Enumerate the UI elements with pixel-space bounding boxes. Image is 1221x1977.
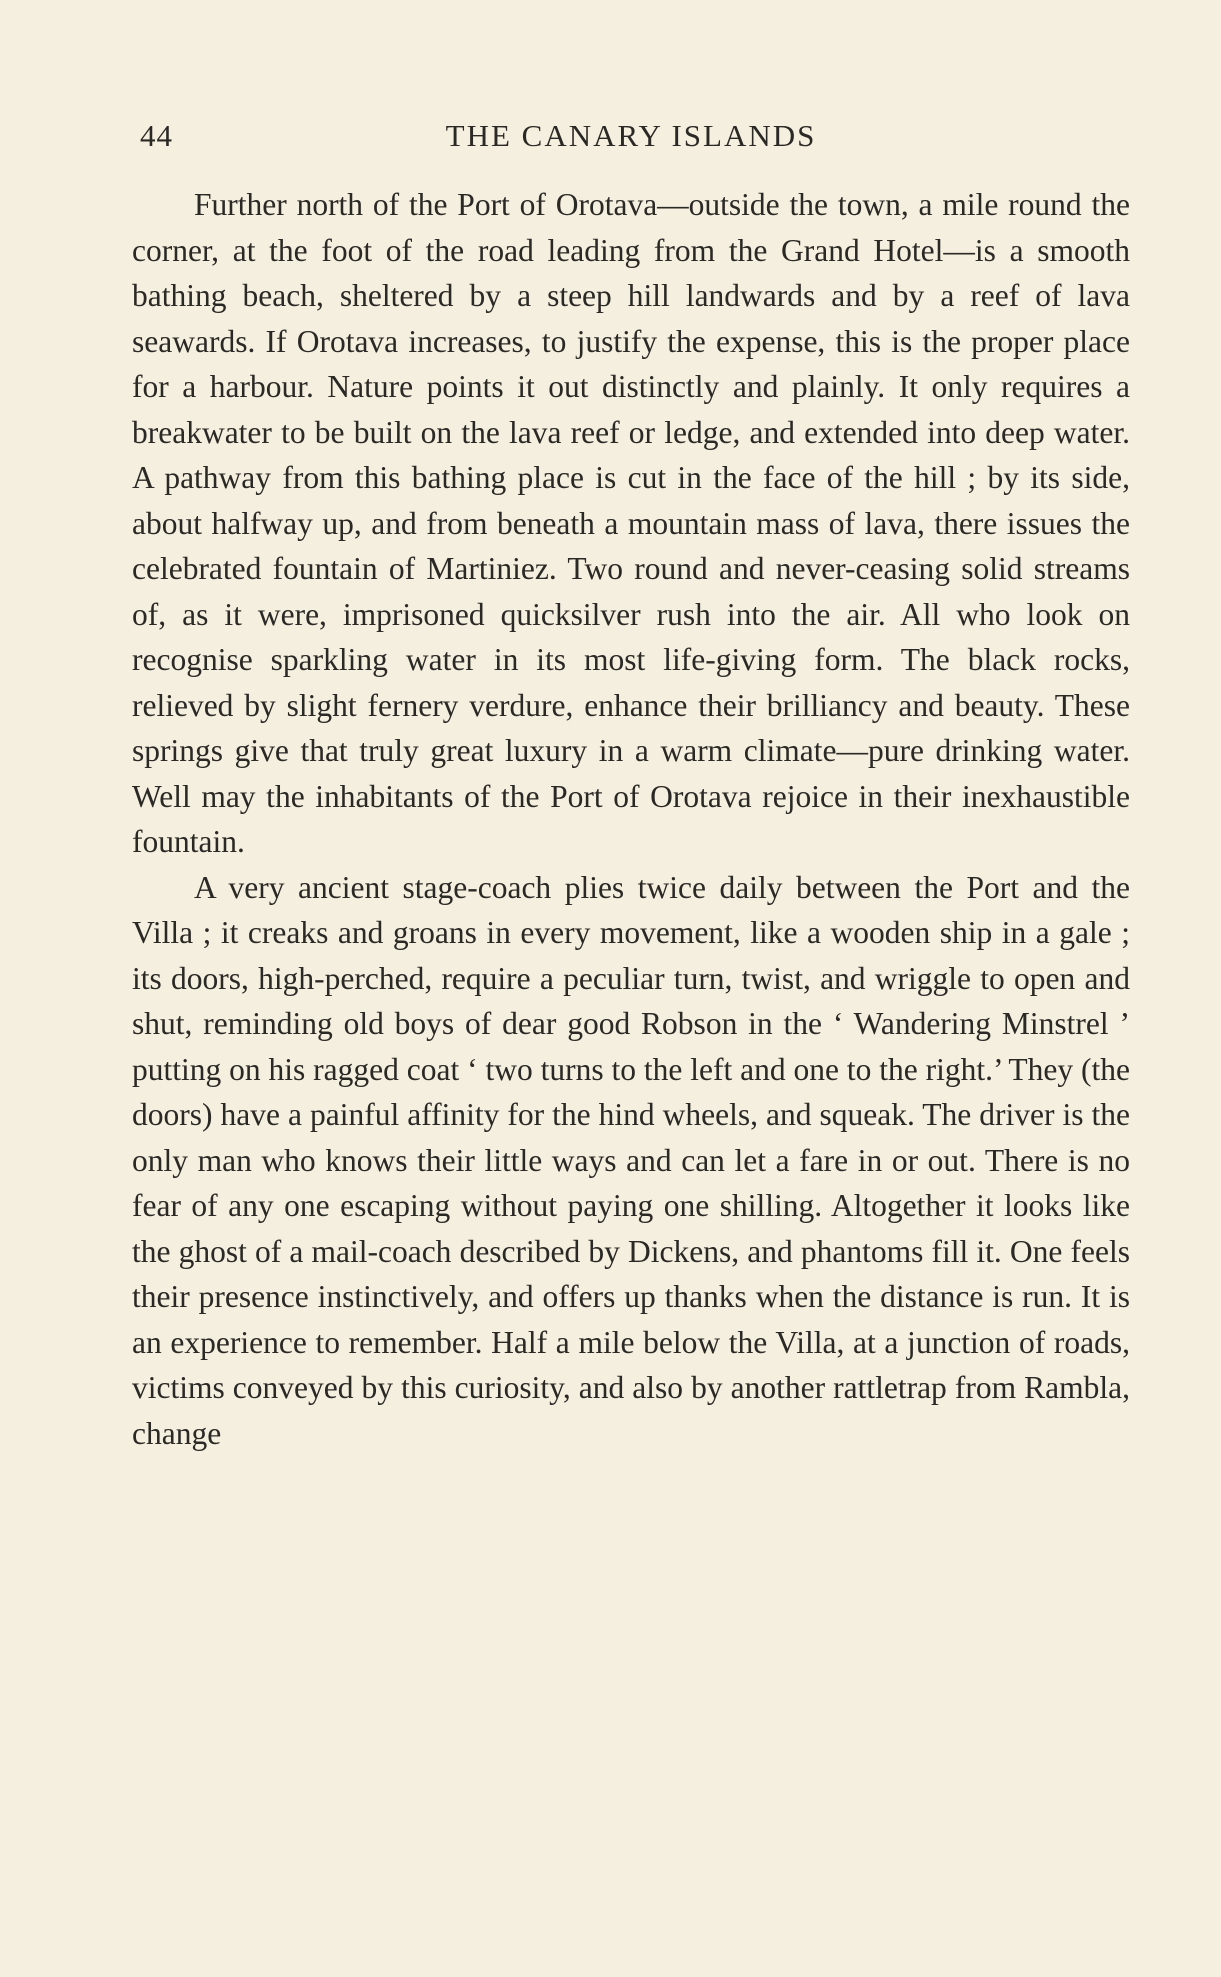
paragraph-bathing-beach: Further north of the Port of Orotava—outside the town, a mile round the corner, at the foot of the road leading from the Grand Hotel—is a smooth bathing beach, sheltered by a steep hill landwards and by a reef of lava seawards. If Orotava increases, to justify the expense, this is the proper place for a harbour. Nature points it out distinctly and plainly. It only requires a breakwater to be built on the lava reef or ledge, and extended into deep water. A pathway from this bathing place is cut in the face of the hill ; by its side, about halfway up, and from beneath a mountain mass of lava, there issues the celebrated fountain of Martiniez. Two round and never-ceasing solid streams of, as it were, imprisoned quicksilver rush into the air. All who look on recognise sparkling water in its most life-giving form. The black rocks, relieved by slight fernery verdure, enhance their brilliancy and beauty. These springs give that truly great luxury in a warm climate—pure drinking water. Well may the inhabitants of the Port of Orotava rejoice in their inexhaustible fountain. xyxy=(132,187,1130,859)
page-header xyxy=(132,110,1130,160)
page-number: 44 xyxy=(140,118,173,153)
paragraph-stage-coach: A very ancient stage-coach plies twice daily between the Port and the Villa ; it creaks and groans in every movement, like a wooden ship in a gale ; its doors, high-perched, require a peculiar turn, twist, and wriggle to open and shut, reminding old boys of dear good Robson in the ‘ Wandering Minstrel ’ putting on his ragged coat ‘ two turns to the left and one to the right.’ They (the doors) have a painful affinity for the hind wheels, and squeak. The driver is the only man who knows their little ways and can let a fare in or out. There is no fear of any one escaping without paying one shilling. Altogether it looks like the ghost of a mail-coach described by Dickens, and phantoms fill it. One feels their presence instinctively, and offers up thanks when the distance is run. It is an experience to remember. Half a mile below the Villa, at a junction of roads, victims conveyed by this curiosity, and also by another rattletrap from Rambla, change xyxy=(132,869,1130,1451)
body-text xyxy=(132,182,1130,1456)
running-title: THE CANARY ISLANDS xyxy=(445,118,817,153)
